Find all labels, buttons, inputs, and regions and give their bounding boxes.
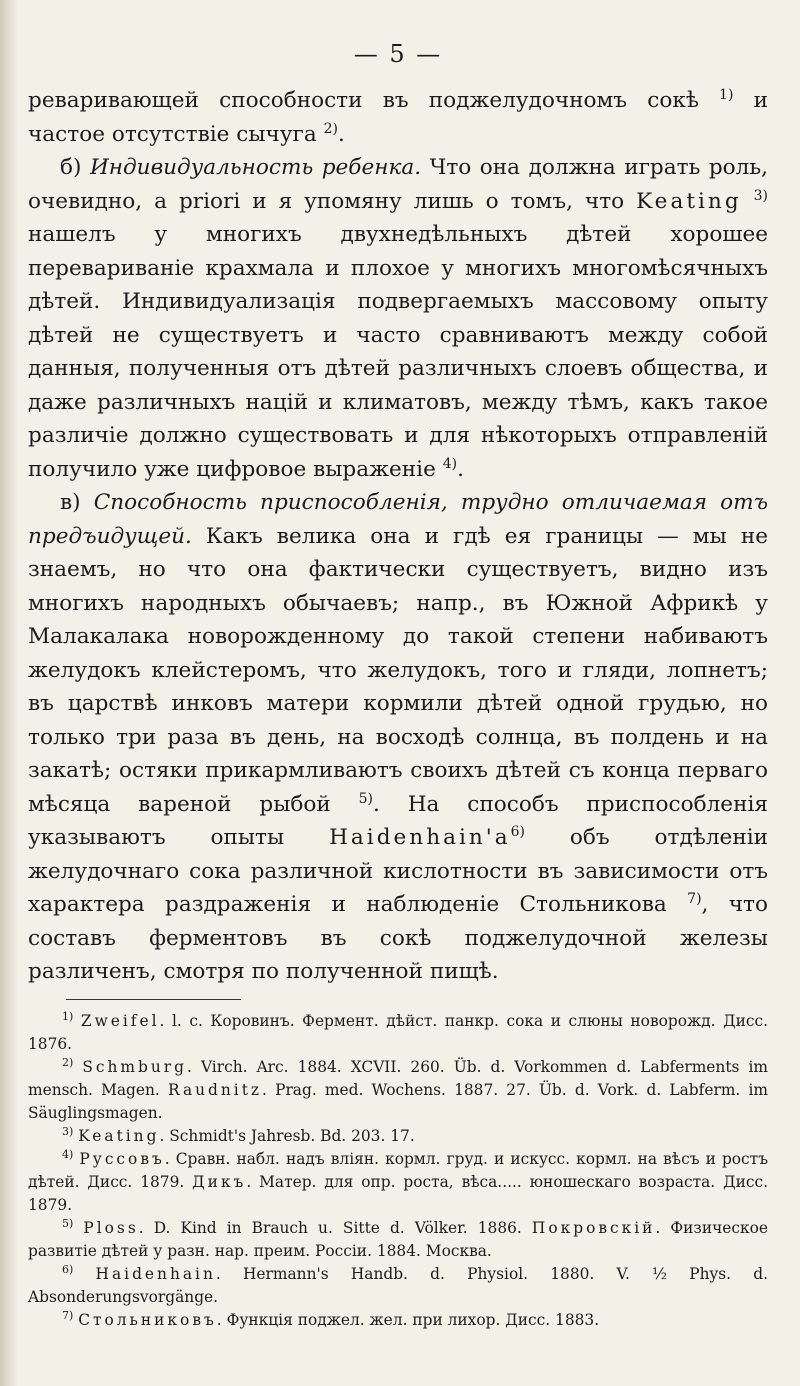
footnote-ref: 5) bbox=[62, 1216, 74, 1230]
spaced-name: Дикъ bbox=[192, 1172, 247, 1191]
footnote-ref: 7) bbox=[687, 890, 702, 907]
footnote-ref: 3) bbox=[753, 187, 768, 204]
spaced-name: Raudnitz bbox=[168, 1080, 263, 1099]
footnote-ref: 2) bbox=[323, 120, 338, 137]
spaced-name: Руссовъ bbox=[79, 1149, 165, 1168]
text-run: . Сравн. набл. надъ вліян. кормл. груд. и искусс. кормл. на вѣсъ и ростъ дѣтей. Дисс. 1879. bbox=[28, 1149, 768, 1191]
footnote-ref: 6) bbox=[510, 823, 525, 840]
footnote-ref: 2) bbox=[62, 1055, 74, 1069]
footnote-ref: 4) bbox=[62, 1147, 74, 1161]
text-run: . Функція поджел. жел. при лихор. Дисс. 1883. bbox=[216, 1310, 600, 1329]
text-run: . Физическое развитіе дѣтей у разн. нар. преим. Россіи. 1884. Москва. bbox=[28, 1218, 768, 1260]
text-run: . Hermann's Handb. d. Physiol. 1880. V. ½ Phys. d. Absonderungsvorgänge. bbox=[28, 1264, 768, 1306]
text-run: Какъ велика она и гдѣ ея границы — мы не знаемъ, но что она фактически существуетъ, видно изъ многихъ народныхъ обычаевъ; напр., въ Южной Африкѣ у Малакалака новорожденному до такой степени набиваютъ желудокъ клейстеромъ, что желудокъ, того и гляди, лопнетъ; въ царствѣ инковъ матери кормили дѣтей одной грудью, но только три раза въ день, на восходѣ солнца, въ полдень и на закатѣ; остяки прикармливаютъ своихъ дѣтей съ конца перваго мѣсяца вареной рыбой bbox=[28, 523, 768, 817]
footnote-ref: 3) bbox=[62, 1124, 74, 1138]
page-number: — 5 — bbox=[353, 40, 443, 68]
footnote-ref: 4) bbox=[442, 455, 458, 472]
text-run: , что составъ ферментовъ въ сокѣ поджелудочной железы различенъ, смотря по полученной пищѣ. bbox=[28, 892, 768, 984]
text-run: нашелъ у многихъ двухнедѣльныхъ дѣтей хорошее перевариваніе крахмала и плохое у многихъ многомѣсячныхъ дѣтей. Индивидуализація подвергаемыхъ массовому опыту дѣтей не существуетъ и часто сравниваютъ между собой данныя, полученныя отъ дѣтей различныхъ слоевъ общества, и даже различныхъ націй и климатовъ, между тѣмъ, какъ такое различіе должно существовать и для нѣкоторыхъ отправленій получило уже цифровое выраженіе bbox=[28, 222, 768, 482]
italic-text: Способность приспособленія, трудно отличаемая отъ предъидущей. bbox=[28, 490, 768, 549]
text-run bbox=[73, 1219, 83, 1237]
text-run: . На способъ приспособленія указываютъ опыты bbox=[28, 791, 768, 850]
body-text bbox=[28, 84, 768, 989]
text-run: . Virch. Arc. 1884. XCVII. 260. Üb. d. Vorkommen d. Labfermentѕ im mensch. Magen. bbox=[28, 1057, 768, 1099]
book-spine-shadow bbox=[0, 0, 18, 1386]
text-run: . bbox=[457, 456, 464, 482]
paragraph-p2 bbox=[28, 151, 768, 486]
text-run: Что она должна играть роль, очевидно, а priori и я упомяну лишь о томъ, что bbox=[28, 155, 768, 214]
footnotes bbox=[28, 1010, 768, 1332]
text-run: реваривающей способности въ поджелудочномъ сокѣ bbox=[28, 88, 720, 113]
text-run: . Матер. для опр. роста, вѣса..... юношескаго возраста. Дисс. 1879. bbox=[28, 1172, 768, 1214]
spaced-name: Keating bbox=[78, 1126, 160, 1145]
page bbox=[28, 40, 768, 1332]
spaced-name: Стольниковъ bbox=[78, 1310, 217, 1329]
text-run: . Prag. med. Wochens. 1887. 27. Üb. d. Vork. d. Labferm. im Säuglingsmagen. bbox=[28, 1080, 768, 1122]
text-run: . D. Kind in Brauch u. Sitte d. Völker. 1886. bbox=[138, 1218, 532, 1237]
spaced-name: Ploss bbox=[83, 1218, 139, 1237]
footnote-f3 bbox=[28, 1125, 768, 1148]
footnote-ref: 7) bbox=[62, 1308, 74, 1322]
text-run: б) bbox=[60, 155, 90, 180]
spaced-name: Haidenhain bbox=[95, 1264, 216, 1283]
spaced-name: Haidenhain'а bbox=[329, 825, 511, 850]
footnote-f7 bbox=[28, 1309, 768, 1332]
text-run: в) bbox=[60, 490, 94, 515]
text-run: . bbox=[337, 121, 345, 147]
footnote-ref: 6) bbox=[62, 1262, 74, 1276]
text-run bbox=[73, 1012, 81, 1030]
spaced-name: Keating bbox=[636, 188, 742, 214]
text-run: . Schmidt's Jahresb. Bd. 203. 17. bbox=[159, 1126, 415, 1145]
paragraph-p3 bbox=[28, 486, 768, 989]
footnote-divider bbox=[66, 999, 241, 1000]
text-run: объ отдѣленіи желудочнаго сока различной кислотности въ зависимости отъ характера раздраженія и наблюденіе Стольникова bbox=[28, 825, 769, 917]
footnote-f1 bbox=[28, 1010, 768, 1056]
text-run: и частое отсутствіе сычуга bbox=[28, 88, 768, 147]
paragraph-p1 bbox=[28, 84, 768, 151]
footnote-f5 bbox=[28, 1217, 768, 1263]
footnote-ref: 5) bbox=[358, 790, 373, 807]
text-run: . l. c. Коровинъ. Фермент. дѣйст. панкр. сока и слюны новорожд. Дисс. 1876. bbox=[28, 1011, 768, 1053]
footnote-f2 bbox=[28, 1056, 768, 1125]
italic-text: Индивидуальность ребенка. bbox=[89, 155, 422, 180]
text-run bbox=[73, 1058, 82, 1076]
footnote-ref: 1) bbox=[719, 86, 734, 103]
footnote-f4 bbox=[28, 1148, 768, 1217]
spaced-name: Zweifel bbox=[80, 1011, 160, 1030]
text-run bbox=[742, 189, 754, 214]
footnote-ref: 1) bbox=[62, 1009, 74, 1023]
footnote-f6 bbox=[28, 1263, 768, 1309]
spaced-name: Schmburg bbox=[82, 1057, 188, 1076]
spaced-name: Покровскій bbox=[531, 1218, 656, 1237]
text-run bbox=[73, 1265, 95, 1283]
